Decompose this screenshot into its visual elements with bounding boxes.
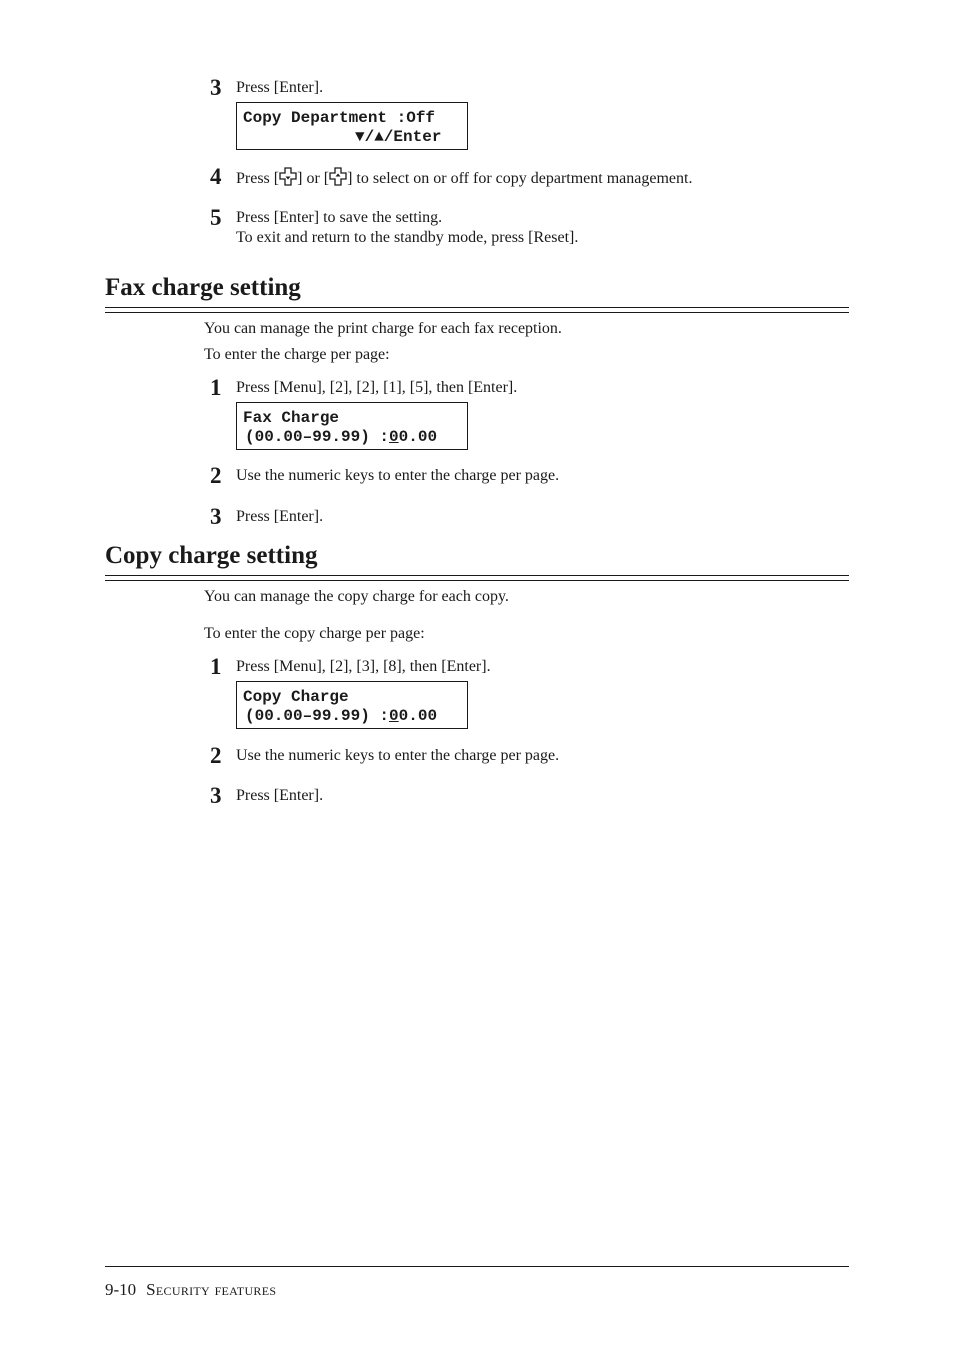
step-number: 4 [210, 164, 222, 189]
cursor-digit: 0 [389, 707, 399, 725]
up-key-icon [329, 167, 347, 186]
paragraph: To enter the charge per page: [204, 346, 390, 363]
lcd-line-1: Fax Charge [243, 409, 340, 427]
step-number: 3 [210, 504, 222, 529]
page-number: 9-10 [105, 1280, 137, 1299]
paragraph: You can manage the copy charge for each copy. [204, 588, 509, 605]
page-footer [105, 1280, 276, 1300]
paragraph: To enter the copy charge per page: [204, 625, 425, 642]
step-number: 3 [210, 75, 222, 100]
lcd-display-copy-department [236, 102, 468, 150]
step-text: Press [Enter]. [236, 508, 324, 525]
step-number: 1 [210, 375, 222, 400]
lcd-display-fax-charge [236, 402, 468, 450]
step-text: Use the numeric keys to enter the charge per page. [236, 467, 560, 484]
heading-rule [105, 307, 849, 308]
step-number: 1 [210, 654, 222, 679]
section-heading-fax-charge: Fax charge setting [105, 274, 301, 301]
lcd-line-2: (00.00–99.99) :00.00 [245, 428, 438, 446]
step-text-line-2: To exit and return to the standby mode, press [Reset]. [236, 229, 579, 246]
footer-rule [105, 1266, 849, 1267]
lcd-line-2: ▼/▲/Enter [355, 128, 442, 146]
heading-rule [105, 312, 849, 313]
lcd-line-2: (00.00–99.99) :00.00 [245, 707, 438, 725]
step-text: Press [Menu], [2], [2], [1], [5], then [Enter]. [236, 379, 518, 396]
heading-rule [105, 580, 849, 581]
step-number: 2 [210, 743, 222, 768]
paragraph: You can manage the print charge for each fax reception. [204, 320, 562, 337]
heading-rule [105, 575, 849, 576]
step-text: Press [Enter]. [236, 787, 324, 804]
step-text: Press [Menu], [2], [3], [8], then [Enter]. [236, 658, 491, 675]
lcd-line-1: Copy Charge [243, 688, 349, 706]
step-number: 2 [210, 463, 222, 488]
cursor-digit: 0 [389, 428, 399, 446]
step-text: Press [Enter]. [236, 79, 324, 96]
step-text: Press [ ] or [ ] to select on or off for copy department management. [236, 167, 692, 189]
lcd-line-1: Copy Department :Off [243, 109, 436, 127]
step-number: 5 [210, 205, 222, 230]
step-text-line-1: Press [Enter] to save the setting. [236, 209, 443, 226]
step-number: 3 [210, 783, 222, 808]
step-text: Use the numeric keys to enter the charge per page. [236, 747, 560, 764]
section-title: Security features [146, 1280, 277, 1299]
section-heading-copy-charge: Copy charge setting [105, 542, 318, 569]
down-key-icon [279, 167, 297, 186]
lcd-display-copy-charge [236, 681, 468, 729]
